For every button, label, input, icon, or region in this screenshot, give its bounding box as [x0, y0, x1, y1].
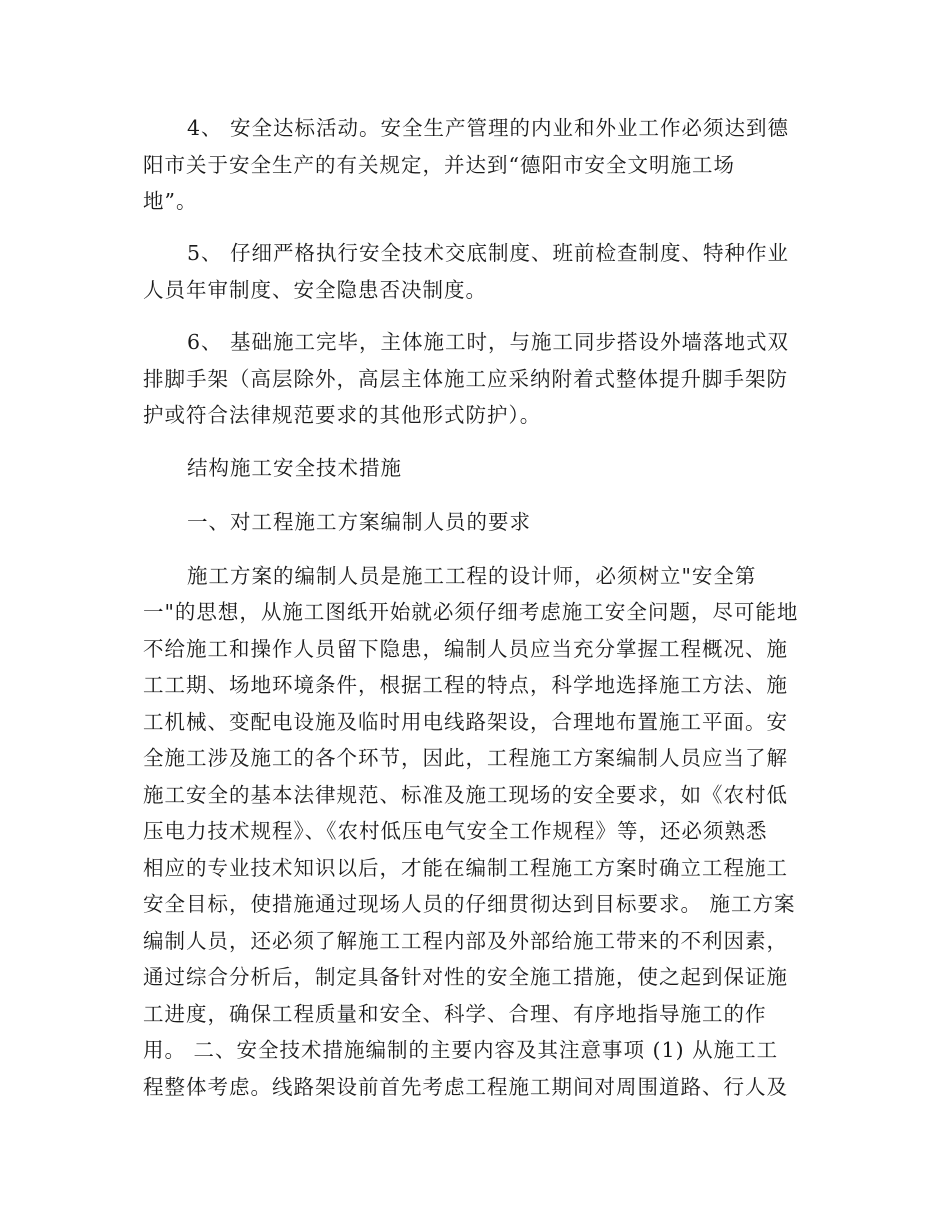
text-line: 排脚手架（高层除外，高层主体施工应采纳附着式整体提升脚手架防	[143, 367, 788, 391]
subsection-heading: 一、对工程施工方案编制人员的要求	[187, 510, 531, 534]
text-line: 通过综合分析后，制定具备针对性的安全施工措施，使之起到保证施	[143, 965, 788, 989]
text-line: 施工方案的编制人员是施工工程的设计师，必须树立"安全第	[187, 564, 757, 588]
text-line: 4、 安全达标活动。安全生产管理的内业和外业工作必须达到德	[187, 116, 790, 140]
text-line: 相应的专业技术知识以后，才能在编制工程施工方案时确立工程施工	[143, 856, 788, 880]
text-line: 工机械、变配电设施及临时用电线路架设，合理地布置施工平面。安	[143, 710, 788, 734]
text-line: 工工期、场地环境条件，根据工程的特点，科学地选择施工方法、施	[143, 673, 788, 697]
text-line: 不给施工和操作人员留下隐患，编制人员应当充分掌握工程概况、施	[143, 637, 788, 661]
text-line: 压电力技术规程》、《农村低压电气安全工作规程》等，还必须熟悉	[143, 819, 768, 843]
text-line: 阳市关于安全生产的有关规定，并达到“德阳市安全文明施工场	[143, 153, 735, 177]
text-line: 程整体考虑。线路架设前首先考虑工程施工期间对周围道路、行人及	[143, 1075, 788, 1099]
text-line: 用。 二、安全技术措施编制的主要内容及其注意事项 (1) 从施工工	[143, 1038, 779, 1062]
text-line: 全施工涉及施工的各个环节，因此，工程施工方案编制人员应当了解	[143, 746, 788, 770]
section-heading: 结构施工安全技术措施	[187, 456, 402, 480]
text-line: 护或符合法律规范要求的其他形式防护）。	[143, 403, 542, 427]
text-line: 安全目标，使措施通过现场人员的仔细贯彻达到目标要求。 施工方案	[143, 892, 796, 916]
text-line: 一"的思想，从施工图纸开始就必须仔细考虑施工安全问题，尽可能地	[143, 600, 799, 624]
text-line: 6、 基础施工完毕，主体施工时，与施工同步搭设外墙落地式双	[187, 330, 790, 354]
text-line: 地”。	[143, 189, 198, 213]
text-line: 工进度，确保工程质量和安全、科学、合理、有序地指导施工的作	[143, 1002, 767, 1026]
text-line: 施工安全的基本法律规范、标准及施工现场的安全要求，如《农村低	[143, 783, 788, 807]
text-line: 5、 仔细严格执行安全技术交底制度、班前检查制度、特种作业	[187, 241, 790, 265]
text-line: 编制人员，还必须了解施工工程内部及外部给施工带来的不利因素，	[143, 929, 788, 953]
text-line: 人员年审制度、安全隐患否决制度。	[143, 278, 487, 302]
